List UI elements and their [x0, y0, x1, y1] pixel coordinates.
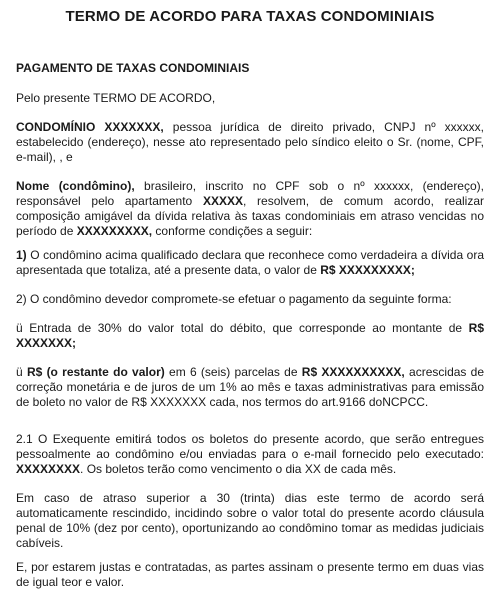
debt-period: XXXXXXXXX, — [76, 224, 153, 238]
condominium-details: pessoa jurídica de direito privado, CNPJ nº xxxxxx, estabelecido (endereço), nesse ato representado pelo síndico eleito o Sr. (nome, CPF, e-mail), , e — [16, 120, 484, 164]
billing-email: XXXXXXXX — [16, 462, 81, 476]
penalty-paragraph: Em caso de atraso superior a 30 (trinta) dias este termo de acordo será automaticamente rescindido, incidindo sobre o valor total do presente acordo cláusula penal de 10% (dez por cento), oportunizando ao condômino tomar as medidas judiciais cabíveis. — [16, 491, 484, 550]
installments-paragraph — [16, 365, 484, 410]
agreement-text: , resolvem, de comum acordo, realizar composição amigável da dívida relativa às taxas condominiais em atraso vencidas no período de — [16, 194, 484, 238]
clause-1-text: O condômino acima qualificado declara que reconhece como verdadeira a dívida ora apresentada que totaliza, até a presente data, o valor de — [16, 248, 484, 277]
installments-terms: acrescidas de correção monetária e de juros de um 1% ao mês e taxas administrativas para emissão de boleto no valor de R$ XXXXXXX cada, nos termos do art.9166 doNCPCC. — [16, 365, 485, 409]
installment-value: R$ XXXXXXXXXX, — [301, 365, 405, 379]
owner-paragraph — [16, 179, 484, 239]
remaining-value: R$ (o restante do valor) — [26, 365, 165, 379]
clause-1-number: 1) — [16, 248, 27, 262]
clause-1-paragraph — [16, 248, 484, 278]
condominium-name: CONDOMÍNIO XXXXXXX, — [16, 120, 164, 134]
due-date-text: . Os boletos terão como vencimento o dia XX de cada mês. — [80, 462, 397, 476]
closing-paragraph: E, por estarem justas e contratadas, as partes assinam o presente termo em duas vias de igual teor e valor. — [16, 560, 484, 589]
down-payment-paragraph — [16, 321, 484, 351]
apartment-number: XXXXX — [202, 194, 243, 208]
installments-text: em 6 (seis) parcelas de — [164, 365, 302, 379]
section-heading: PAGAMENTO DE TAXAS CONDOMINIAIS — [16, 61, 250, 75]
document-title: TERMO DE ACORDO PARA TAXAS CONDOMINIAIS — [65, 8, 435, 25]
debt-total-value: R$ XXXXXXXXX; — [320, 263, 415, 277]
document-page — [16, 0, 485, 589]
owner-details: brasileiro, inscrito no CPF sob o nº xxxxxx, (endereço), responsável pelo apartamento — [16, 179, 484, 208]
billing-text: 2.1 O Exequente emitirá todos os boletos do presente acordo, que serão entregues pessoalmente ao condômino e/ou enviadas para o e-mail fornecido pelo executado: — [16, 432, 484, 461]
down-payment-value: R$ XXXXXXX; — [16, 321, 484, 350]
clause-2-1-paragraph — [16, 432, 484, 477]
down-payment-text: ü Entrada de 30% do valor total do débito, que corresponde ao montante de — [16, 321, 469, 335]
clause-2-paragraph: 2) O condômino devedor compromete-se efetuar o pagamento da seguinte forma: — [16, 292, 452, 306]
condominium-paragraph — [16, 120, 484, 165]
intro-paragraph: Pelo presente TERMO DE ACORDO, — [16, 91, 216, 105]
conditions-text: conforme condições a seguir: — [152, 224, 313, 238]
owner-name: Nome (condômino), — [16, 179, 135, 193]
installments-bullet: ü — [16, 365, 27, 379]
